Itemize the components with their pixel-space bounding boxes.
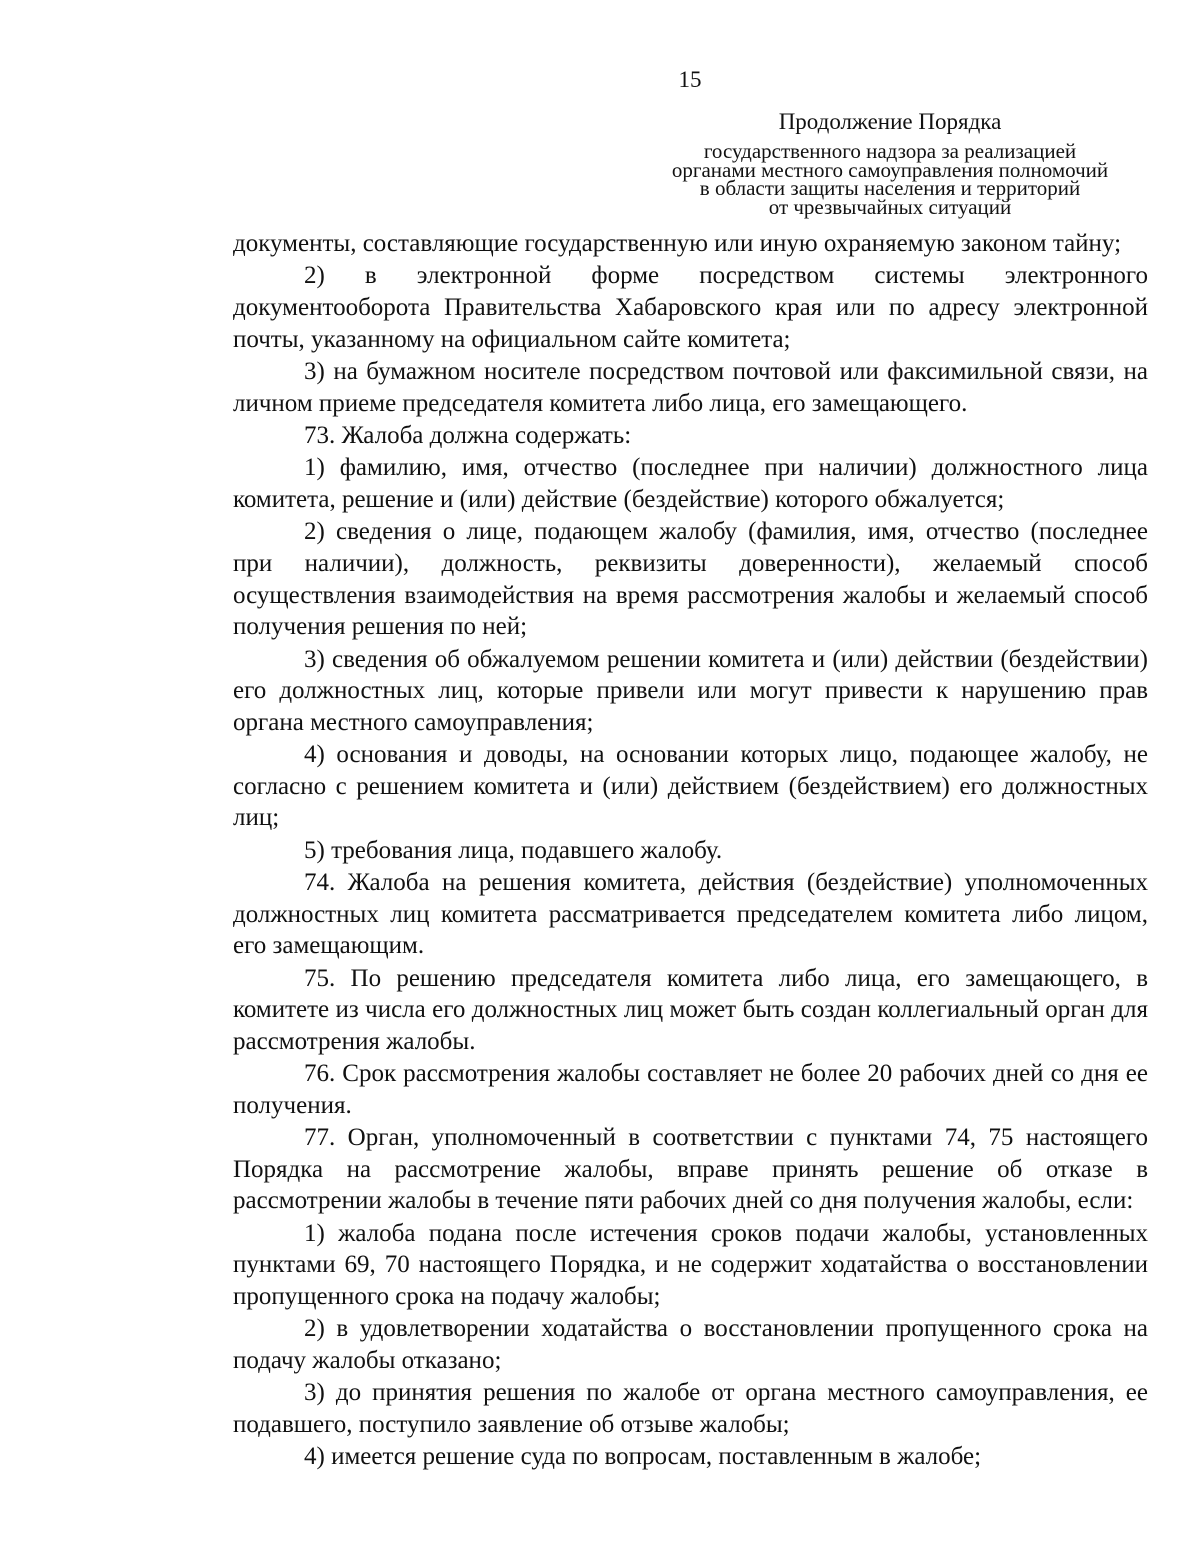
paragraph: документы, составляющие государственную или иную охраняемую законом тайну; — [233, 230, 1122, 257]
paragraph: 2) сведения о лице, подающем жалобу (фамилия, имя, отчество (последнее при наличии), должность, реквизиты доверенности), желаемый способ осуществления взаимодействия на время рассмотрения жалобы и желаемый способ получения решения по ней; — [233, 518, 1148, 641]
page-number: 15 — [678, 67, 702, 92]
paragraph: 3) до принятия решения по жалобе от органа местного самоуправления, ее подавшего, поступило заявление об отзыве жалобы; — [233, 1379, 1148, 1438]
paragraph: 3) на бумажном носителе посредством почтовой или факсимильной связи, на личном приеме председателя комитета либо лица, его замещающего. — [233, 357, 1148, 417]
paragraph: 1) фамилию, имя, отчество (последнее при наличии) должностного лица комитета, решение и (или) действие (бездействие) которого обжалуется; — [233, 454, 1148, 513]
paragraph: 77. Орган, уполномоченный в соответствии с пунктами 74, 75 настоящего Порядка на рассмотрение жалобы, вправе принять решение об отказе в рассмотрении жалобы в течение пяти рабочих дней со дня получения жалобы, если: — [233, 1124, 1148, 1215]
header-title: Продолжение Порядка — [778, 109, 1002, 134]
header-line: государственного надзора за реализацией — [703, 139, 1077, 163]
document-body — [233, 228, 1148, 1473]
paragraph: 4) основания и доводы, на основании которых лицо, подающее жалобу, не согласно с решением комитета и (или) действием (бездействием) его должностных лиц; — [233, 741, 1148, 832]
document-header — [630, 108, 1150, 219]
paragraph: 2) в удовлетворении ходатайства о восстановлении пропущенного срока на подачу жалобы отказано; — [233, 1315, 1148, 1374]
header-line: от чрезвычайных ситуаций — [768, 194, 1012, 219]
paragraph: 4) имеется решение суда по вопросам, поставленным в жалобе; — [304, 1443, 982, 1471]
paragraph: 75. По решению председателя комитета либо лица, его замещающего, в комитете из числа его должностных лиц может быть создан коллегиальный орган для рассмотрения жалобы. — [233, 964, 1148, 1055]
header-line: органами местного самоуправления полномочий — [671, 157, 1109, 182]
paragraph: 2) в электронной форме посредством системы электронного документооборота Правительства Хабаровского края или по адресу электронной почты, указанному на официальном сайте комитета; — [233, 262, 1148, 353]
header-line: в области защиты населения и территорий — [699, 176, 1081, 200]
paragraph: 76. Срок рассмотрения жалобы составляет не более 20 рабочих дней со дня ее получения. — [233, 1060, 1148, 1119]
paragraph: 5) требования лица, подавшего жалобу. — [304, 836, 723, 864]
paragraph: 3) сведения об обжалуемом решении комитета и (или) действии (бездействии) его должностных лиц, которые привели или могут привести к нарушению прав органа местного самоуправления; — [233, 645, 1148, 736]
paragraph: 73. Жалоба должна содержать: — [304, 421, 632, 449]
paragraph: 74. Жалоба на решения комитета, действия (бездействие) уполномоченных должностных лиц комитета рассматривается председателем комитета либо лицом, его замещающим. — [233, 869, 1148, 960]
paragraph: 1) жалоба подана после истечения сроков подачи жалобы, установленных пунктами 69, 70 настоящего Порядка, и не содержит ходатайства о восстановлении пропущенного срока на подачу жалобы; — [233, 1219, 1148, 1310]
